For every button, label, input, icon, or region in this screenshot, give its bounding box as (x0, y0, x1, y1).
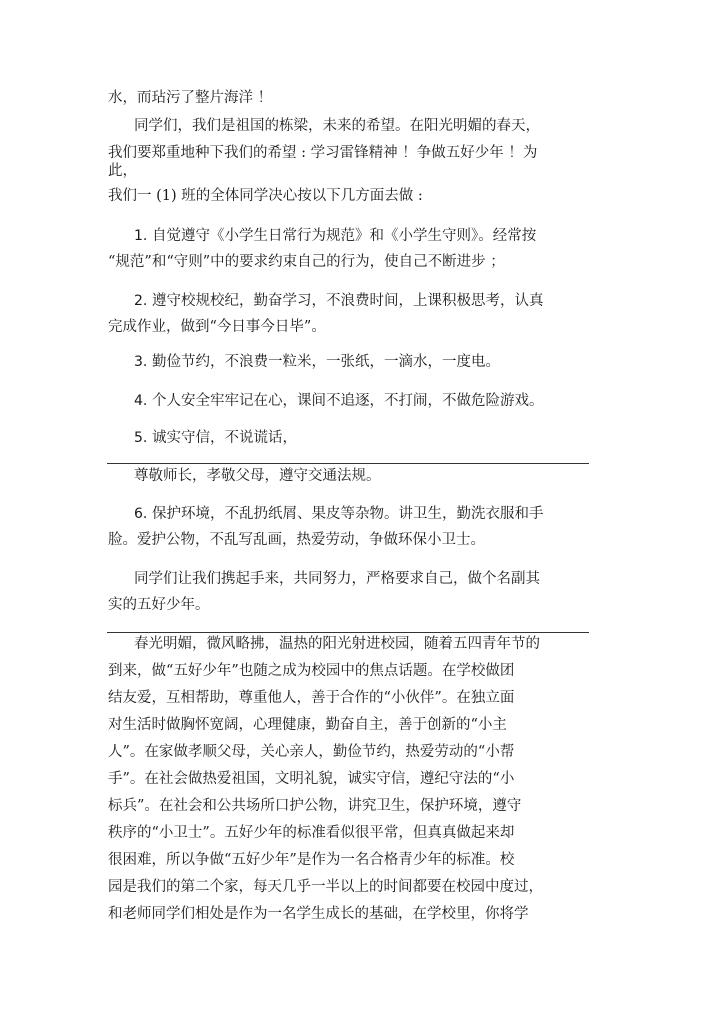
text-line: 同学们，我们是祖国的栋梁，未来的希望。在阳光明媚的春天， (134, 118, 540, 134)
text-line: 和老师同学们相处是作为一名学生成长的基础，在学校里，你将学 (108, 906, 529, 922)
item-text: 自觉遵守《小学生日常行为规范》和《小学生守则》。经常按 (151, 228, 537, 244)
text-line: 人”。在家做孝顺父母，关心亲人，勤俭节约，热爱劳动的“小帮 (108, 744, 515, 760)
list-item-2 (134, 291, 543, 311)
item-number: 3. (134, 354, 148, 370)
text-line: 很困难，所以争做“五好少年”是作为一名合格青少年的标准。校 (108, 852, 515, 868)
item-text: 勤俭节约，不浪费一粒米，一张纸，一滴水，一度电。 (151, 354, 500, 370)
list-item-6 (134, 504, 543, 524)
item-text: 个人安全牢牢记在心，课间不追逐，不打闹，不做危险游戏。 (151, 393, 544, 409)
list-item-5 (134, 428, 297, 448)
text-line: 对生活时做胸怀宽阔，心理健康，勤奋自主，善于创新的“小主 (108, 717, 507, 733)
text-line: 手”。在社会做热爱祖国，文明礼貌，诚实守信，遵纪守法的“小 (108, 771, 515, 787)
text-line: 春光明媚，微风略拂，温热的阳光射进校园，随着五四青年节的 (134, 636, 540, 652)
list-item-1 (134, 226, 536, 246)
text-line: 实的五好少年。 (108, 597, 210, 613)
list-item-3 (134, 352, 500, 372)
item-number: 2. (134, 293, 148, 309)
text-line: 脸。爱护公物，不乱写乱画，热爱劳动，争做环保小卫士。 (108, 532, 485, 548)
item-text: 诚实守信，不说谎话， (151, 430, 297, 446)
text-line: 我们要郑重地种下我们的希望 : 学习雷锋精神 ！争做五好少年 ！为 (108, 145, 538, 161)
divider (107, 463, 589, 464)
item-number: 1. (134, 228, 148, 244)
text-line: 园是我们的第二个家，每天几乎一半以上的时间都要在校园中度过， (108, 879, 543, 895)
text-line: 水，而玷污了整片海洋 ！ (108, 90, 273, 106)
text-line: “规范”和“守则”中的要求约束自己的行为，使自己不断进步 ； (108, 254, 505, 270)
text-line: 完成作业，做到“今日事今日毕”。 (108, 319, 326, 335)
text-line: 同学们让我们携起手来，共同努力，严格要求自己，做个名副其 (134, 571, 540, 587)
list-item-4 (134, 391, 543, 411)
item-number: 6. (134, 506, 148, 522)
item-number: 4. (134, 393, 148, 409)
text-line: 我们一 (1) 班的全体同学决心按以下几方面去做 : (108, 188, 423, 204)
item-text: 保护环境，不乱扔纸屑、果皮等杂物。讲卫生，勤洗衣服和手 (151, 506, 544, 522)
text-line: 此， (108, 163, 137, 179)
text-line: 尊敬师长，孝敬父母，遵守交通法规。 (134, 468, 381, 484)
text-line: 标兵”。在社会和公共场所口护公物，讲究卫生，保护环境，遵守 (108, 798, 522, 814)
text-line: 结友爱，互相帮助，尊重他人，善于合作的“小伙伴”。在独立面 (108, 690, 515, 706)
item-text: 遵守校规校纪，勤奋学习，不浪费时间，上课积极思考，认真 (151, 293, 544, 309)
item-number: 5. (134, 430, 148, 446)
text-line: 到来，做“五好少年”也随之成为校园中的焦点话题。在学校做团 (108, 663, 515, 679)
divider (107, 632, 589, 633)
text-line: 秩序的“小卫士”。五好少年的标准看似很平常，但真真做起来却 (108, 825, 515, 841)
